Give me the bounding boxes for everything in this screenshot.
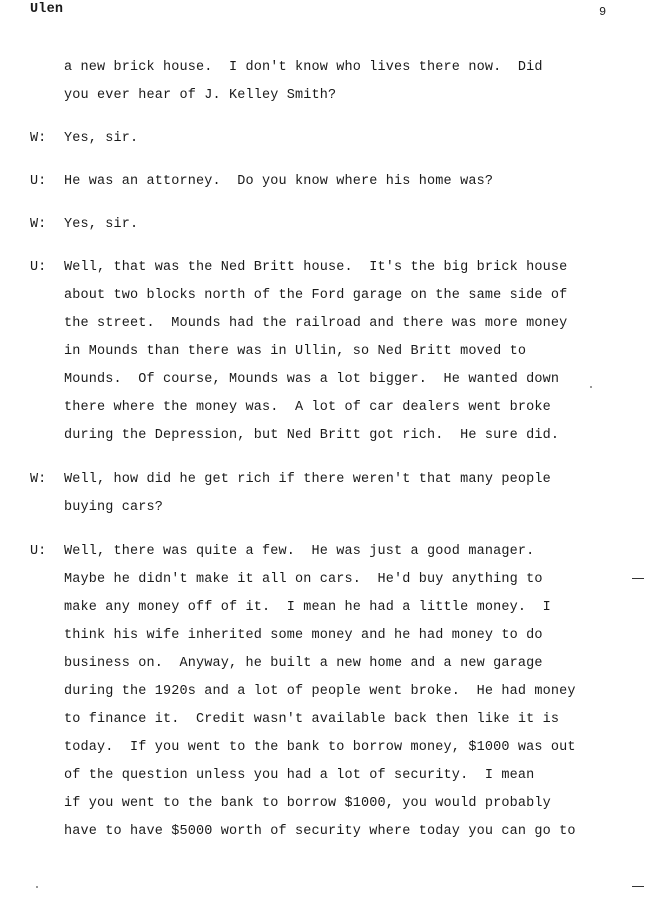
speaker-label: U: — [30, 544, 47, 559]
transcript-line: Yes, sir. — [64, 217, 139, 232]
page-number: 9 — [599, 5, 607, 19]
transcript-line: if you went to the bank to borrow $1000, you would probably — [64, 796, 551, 811]
transcript-line: a new brick house. I don't know who lives there now. Did — [64, 60, 543, 75]
transcript-line: Mounds. Of course, Mounds was a lot bigger. He wanted down — [64, 372, 560, 387]
transcript-line: in Mounds than there was in Ullin, so Ned Britt moved to — [64, 344, 527, 359]
transcript-line: about two blocks north of the Ford garage on the same side of — [64, 288, 568, 303]
transcript-line: there where the money was. A lot of car dealers went broke — [64, 400, 551, 415]
transcript-line: think his wife inherited some money and he had money to do — [64, 628, 543, 643]
transcript-line: business on. Anyway, he built a new home and a new garage — [64, 656, 543, 671]
transcript-line: Maybe he didn't make it all on cars. He'd buy anything to — [64, 572, 543, 587]
transcript-line: the street. Mounds had the railroad and there was more money — [64, 316, 568, 331]
interviewee-name-header: Ulen — [30, 2, 64, 17]
transcript-line: of the question unless you had a lot of security. I mean — [64, 768, 535, 783]
transcript-line: during the Depression, but Ned Britt got rich. He sure did. — [64, 428, 560, 443]
speaker-label: W: — [30, 472, 47, 487]
transcript-line: Yes, sir. — [64, 131, 139, 146]
speck — [590, 386, 592, 388]
transcript-line: during the 1920s and a lot of people went broke. He had money — [64, 684, 576, 699]
speaker-label: U: — [30, 174, 47, 189]
margin-mark — [632, 578, 644, 579]
margin-mark — [632, 886, 644, 887]
transcript-line: Well, there was quite a few. He was just a good manager. — [64, 544, 535, 559]
transcript-line: have to have $5000 worth of security where today you can go to — [64, 824, 576, 839]
transcript-line: today. If you went to the bank to borrow money, $1000 was out — [64, 740, 576, 755]
speaker-label: U: — [30, 260, 47, 275]
speaker-label: W: — [30, 217, 47, 232]
transcript-line: you ever hear of J. Kelley Smith? — [64, 88, 337, 103]
speaker-label: W: — [30, 131, 47, 146]
transcript-line: Well, how did he get rich if there weren't that many people — [64, 472, 551, 487]
transcript-line: Well, that was the Ned Britt house. It's the big brick house — [64, 260, 568, 275]
transcript-line: make any money off of it. I mean he had a little money. I — [64, 600, 551, 615]
transcript-line: buying cars? — [64, 500, 164, 515]
transcript-line: He was an attorney. Do you know where his home was? — [64, 174, 494, 189]
transcript-line: to finance it. Credit wasn't available back then like it is — [64, 712, 560, 727]
speck — [36, 886, 38, 888]
